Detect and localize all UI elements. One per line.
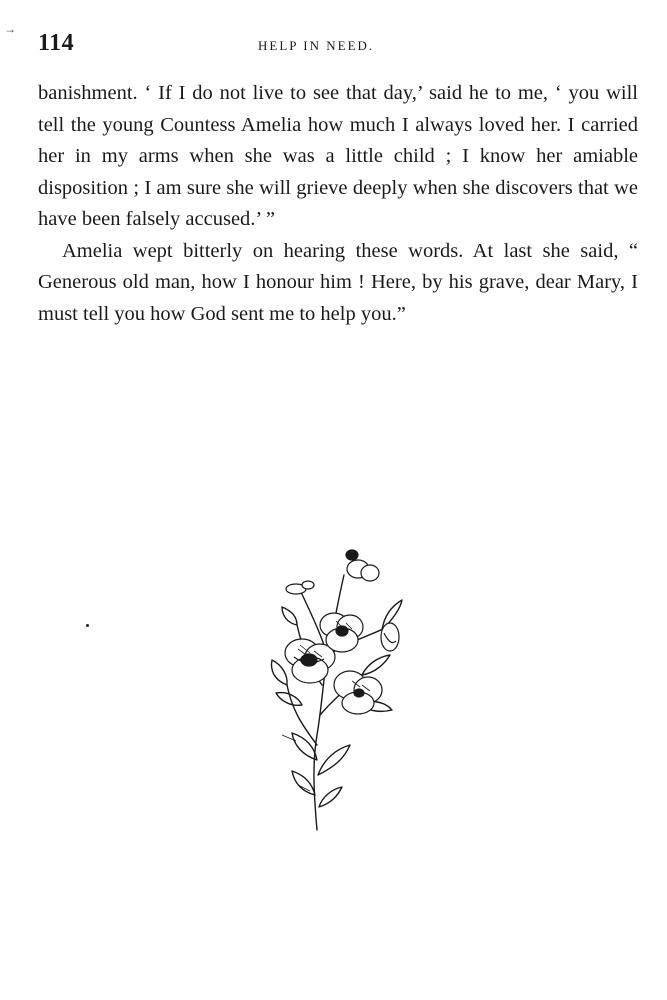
body-text [38, 78, 638, 330]
corner-mark-icon: → [4, 22, 16, 36]
paragraph-1: banishment. ‘ If I do not live to see that day,’ said he to me, ‘ you will tell the young Countess Amelia how much I always loved her. I carried her in my arms when she was a little child ; I know her amiable disposition ; I am sure she will grieve deeply when she discovers that we have been falsely accused.’ ” [38, 82, 638, 230]
page-number: 114 [38, 30, 75, 56]
running-head: HELP IN NEED. [258, 38, 375, 53]
paragraph-2: Amelia wept bitterly on hearing these words. At last she said, “ Generous old man, how I honour him ! Here, by his grave, dear Mary, I must tell you how God sent me to help you.” [38, 239, 638, 325]
ink-speck [86, 624, 89, 627]
page-header [38, 30, 638, 60]
pansy-bouquet-icon [262, 545, 412, 835]
